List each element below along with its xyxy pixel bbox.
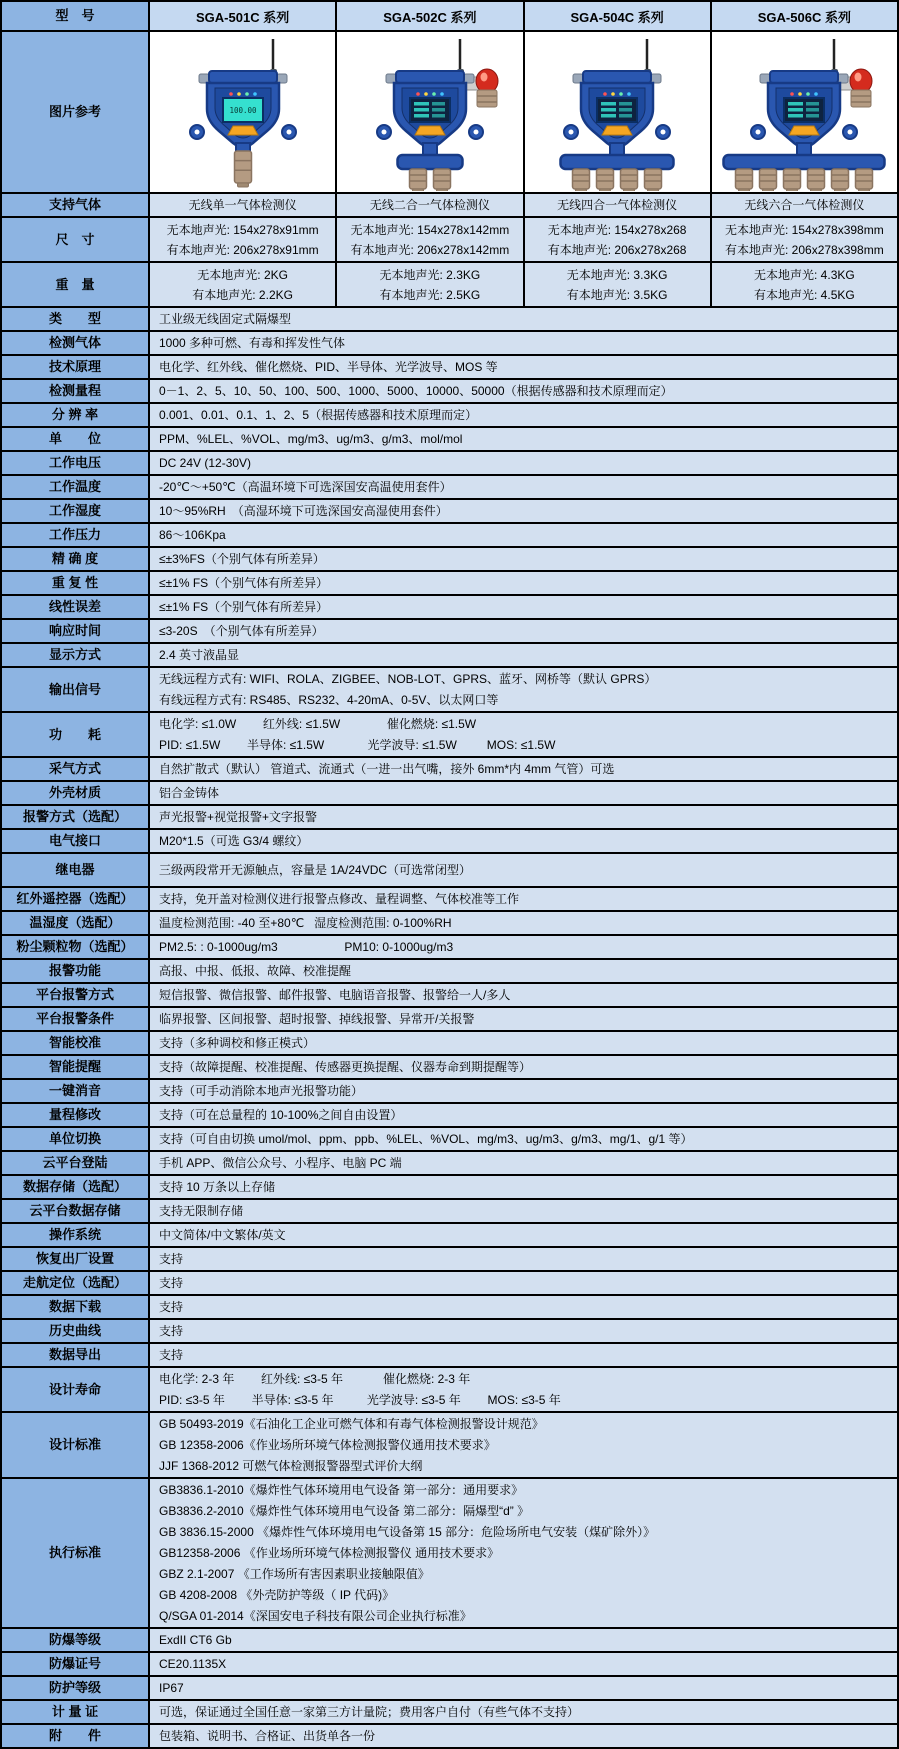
device-image-sga-504c xyxy=(525,32,712,192)
value-line: 包装箱、说明书、合格证、出货单各一份 xyxy=(159,1728,376,1743)
spec-row-label-48: 计 量 证 xyxy=(2,1701,150,1723)
spec-row-47 xyxy=(2,1677,897,1701)
value-line: GB3836.2-2010《爆炸性气体环境用电气设备 第二部分：隔爆型“d” 》 xyxy=(159,1503,530,1518)
dimensions-row xyxy=(2,218,897,263)
value-line: M20*1.5（可选 G3/4 螺纹） xyxy=(159,833,309,848)
spec-row-value-3 xyxy=(150,380,897,402)
value-line: 无本地声光: 4.3KG xyxy=(754,267,855,282)
value-line: 无本地声光: 154x278x398mm xyxy=(725,222,884,237)
spec-row-label-41: 数据导出 xyxy=(2,1344,150,1366)
model-header-1: SGA-502C 系列 xyxy=(337,2,524,30)
model-header-2: SGA-504C 系列 xyxy=(525,2,712,30)
row-label-model: 型 号 xyxy=(2,2,150,30)
value-line: 有本地声光: 2.5KG xyxy=(379,287,481,302)
value-line: -20℃～+50℃（高温环境下可选深国安高温使用套件） xyxy=(159,479,452,494)
spec-row-value-33 xyxy=(150,1152,897,1174)
spec-row-45 xyxy=(2,1629,897,1653)
spec-row-value-0 xyxy=(150,308,897,330)
spec-row-label-17: 采气方式 xyxy=(2,758,150,780)
spec-row-value-34 xyxy=(150,1176,897,1198)
spec-row-43 xyxy=(2,1413,897,1479)
weight-value-3 xyxy=(712,263,897,306)
spec-row-19 xyxy=(2,806,897,830)
value-line: GB 3836.15-2000 《爆炸性气体环境用电气设备第 15 部分：危险场所电气安装（煤矿除外）》 xyxy=(159,1524,656,1539)
spec-row-11 xyxy=(2,572,897,596)
spec-row-10 xyxy=(2,548,897,572)
spec-row-value-38 xyxy=(150,1272,897,1294)
spec-row-label-27: 平台报警条件 xyxy=(2,1008,150,1030)
spec-row-label-4: 分 辨 率 xyxy=(2,404,150,426)
value-line: 0.001、0.01、0.1、1、2、5（根据传感器和技术原理而定） xyxy=(159,407,478,422)
value-line: 支持（可在总量程的 10-100%之间自由设置） xyxy=(159,1107,403,1122)
spec-row-value-27 xyxy=(150,1008,897,1030)
row-label-gas: 支持气体 xyxy=(2,194,150,216)
spec-row-value-20 xyxy=(150,830,897,852)
spec-row-21 xyxy=(2,854,897,888)
spec-row-1 xyxy=(2,332,897,356)
spec-row-label-34: 数据存储（选配） xyxy=(2,1176,150,1198)
spec-row-value-32 xyxy=(150,1128,897,1150)
spec-row-value-1 xyxy=(150,332,897,354)
value-line: ≤±3%FS（个别气体有所差异） xyxy=(159,551,325,566)
value-line: 电化学、红外线、催化燃烧、PID、半导体、光学波导、MOS 等 xyxy=(159,359,498,374)
spec-row-label-25: 报警功能 xyxy=(2,960,150,982)
value-line: 无本地声光: 3.3KG xyxy=(566,267,668,282)
value-line: PID: ≤3-5 年 半导体: ≤3-5 年 光学波导: ≤3-5 年 MOS: ≤3-5 年 xyxy=(159,1392,561,1407)
value-line: GB 12358-2006《作业场所环境气体检测报警仪通用技术要求》 xyxy=(159,1437,496,1452)
spec-row-label-47: 防护等级 xyxy=(2,1677,150,1699)
value-line: 有本地声光: 206x278x398mm xyxy=(725,242,884,257)
value-line: 三级两段常开无源触点，容量是 1A/24VDC（可选常闭型） xyxy=(159,862,472,877)
spec-row-value-46 xyxy=(150,1653,897,1675)
spec-row-22 xyxy=(2,888,897,912)
value-line: Q/SGA 01-2014《深国安电子科技有限公司企业执行标准》 xyxy=(159,1608,472,1623)
spec-row-23 xyxy=(2,912,897,936)
spec-row-label-43: 设计标准 xyxy=(2,1413,150,1477)
spec-row-label-31: 量程修改 xyxy=(2,1104,150,1126)
value-line: IP67 xyxy=(159,1680,184,1695)
svg-text:100.00: 100.00 xyxy=(229,106,257,115)
spec-row-label-8: 工作湿度 xyxy=(2,500,150,522)
value-line: 1000 多种可燃、有毒和挥发性气体 xyxy=(159,335,346,350)
value-line: 声光报警+视觉报警+文字报警 xyxy=(159,809,318,824)
value-line: PID: ≤1.5W 半导体: ≤1.5W 光学波导: ≤1.5W MOS: ≤1.5W xyxy=(159,737,556,752)
spec-row-value-36 xyxy=(150,1224,897,1246)
value-line: 有线远程方式有: RS485、RS232、4-20mA、0-5V、以太网口等 xyxy=(159,692,499,707)
spec-row-39 xyxy=(2,1296,897,1320)
spec-row-18 xyxy=(2,782,897,806)
spec-row-value-47 xyxy=(150,1677,897,1699)
value-line: 支持（可自由切换 umol/mol、ppm、ppb、%LEL、%VOL、mg/m3、ug/m3、g/m3、mg/1、g/1 等） xyxy=(159,1131,693,1146)
spec-row-label-0: 类 型 xyxy=(2,308,150,330)
spec-row-42 xyxy=(2,1368,897,1413)
spec-row-label-32: 单位切换 xyxy=(2,1128,150,1150)
spec-row-label-24: 粉尘颗粒物（选配） xyxy=(2,936,150,958)
dimensions-value-3 xyxy=(712,218,897,261)
spec-row-value-8 xyxy=(150,500,897,522)
spec-row-31 xyxy=(2,1104,897,1128)
spec-row-value-40 xyxy=(150,1320,897,1342)
spec-row-value-23 xyxy=(150,912,897,934)
spec-row-label-39: 数据下载 xyxy=(2,1296,150,1318)
weight-value-0 xyxy=(150,263,337,306)
spec-row-value-2 xyxy=(150,356,897,378)
spec-row-value-19 xyxy=(150,806,897,828)
spec-row-2 xyxy=(2,356,897,380)
spec-row-label-26: 平台报警方式 xyxy=(2,984,150,1006)
value-line: ≤±1% FS（个别气体有所差异） xyxy=(159,575,329,590)
spec-row-label-23: 温湿度（选配） xyxy=(2,912,150,934)
spec-row-label-46: 防爆证号 xyxy=(2,1653,150,1675)
spec-row-value-49 xyxy=(150,1725,897,1747)
spec-row-label-18: 外壳材质 xyxy=(2,782,150,804)
spec-row-label-49: 附 件 xyxy=(2,1725,150,1747)
supported-gas-value-2: 无线四合一气体检测仪 xyxy=(525,194,712,216)
model-header-row xyxy=(2,2,897,32)
value-line: 温度检测范围: -40 至+80℃ 湿度检测范围: 0-100%RH xyxy=(159,915,452,930)
spec-row-label-28: 智能校准 xyxy=(2,1032,150,1054)
supported-gas-value-1: 无线二合一气体检测仪 xyxy=(337,194,524,216)
spec-row-value-39 xyxy=(150,1296,897,1318)
spec-row-28 xyxy=(2,1032,897,1056)
value-line: 无本地声光: 154x278x91mm xyxy=(166,222,319,237)
value-line: 无本地声光: 2.3KG xyxy=(379,267,481,282)
spec-row-5 xyxy=(2,428,897,452)
spec-row-label-1: 检测气体 xyxy=(2,332,150,354)
spec-row-value-48 xyxy=(150,1701,897,1723)
value-line: 支持 xyxy=(159,1323,184,1338)
spec-row-13 xyxy=(2,620,897,644)
device-image-sga-502c xyxy=(337,32,524,192)
spec-row-label-21: 继电器 xyxy=(2,854,150,886)
spec-row-value-18 xyxy=(150,782,897,804)
value-line: 支持 xyxy=(159,1275,184,1290)
spec-row-label-42: 设计寿命 xyxy=(2,1368,150,1411)
spec-row-48 xyxy=(2,1701,897,1725)
row-label-size: 尺 寸 xyxy=(2,218,150,261)
value-line: 支持 xyxy=(159,1299,184,1314)
value-line: 无线远程方式有: WIFI、ROLA、ZIGBEE、NOB-LOT、GPRS、蓝牙、网桥等（默认 GPRS） xyxy=(159,671,657,686)
value-line: 有本地声光: 206x278x268 xyxy=(547,242,687,257)
value-line: 支持 xyxy=(159,1251,184,1266)
spec-row-16 xyxy=(2,713,897,758)
spec-row-value-44 xyxy=(150,1479,897,1627)
value-line: 自然扩散式（默认） 管道式、流通式（一进一出气嘴，接外 6mm*内 4mm 气管）可选 xyxy=(159,761,615,776)
spec-row-value-21 xyxy=(150,854,897,886)
spec-row-6 xyxy=(2,452,897,476)
value-line: 支持 xyxy=(159,1347,184,1362)
dimensions-value-1 xyxy=(337,218,524,261)
spec-row-label-9: 工作压力 xyxy=(2,524,150,546)
spec-row-label-14: 显示方式 xyxy=(2,644,150,666)
value-line: 支持，免开盖对检测仪进行报警点修改、量程调整、气体校准等工作 xyxy=(159,891,520,906)
spec-row-17 xyxy=(2,758,897,782)
spec-row-label-35: 云平台数据存储 xyxy=(2,1200,150,1222)
spec-row-value-26 xyxy=(150,984,897,1006)
spec-row-value-6 xyxy=(150,452,897,474)
spec-row-value-4 xyxy=(150,404,897,426)
value-line: 短信报警、微信报警、邮件报警、电脑语音报警、报警给一人/多人 xyxy=(159,987,511,1002)
spec-row-4 xyxy=(2,404,897,428)
spec-row-value-13 xyxy=(150,620,897,642)
value-line: GBZ 2.1-2007 《工作场所有害因素职业接触限值》 xyxy=(159,1566,430,1581)
device-image-sga-506c xyxy=(712,32,897,192)
value-line: GB 50493-2019《石油化工企业可燃气体和有毒气体检测报警设计规范》 xyxy=(159,1416,544,1431)
spec-row-15 xyxy=(2,668,897,713)
spec-row-38 xyxy=(2,1272,897,1296)
spec-row-9 xyxy=(2,524,897,548)
spec-row-value-7 xyxy=(150,476,897,498)
model-header-0: SGA-501C 系列 xyxy=(150,2,337,30)
spec-row-12 xyxy=(2,596,897,620)
value-line: 铝合金铸体 xyxy=(159,785,220,800)
spec-row-24 xyxy=(2,936,897,960)
spec-row-label-22: 红外遥控器（选配） xyxy=(2,888,150,910)
spec-row-label-44: 执行标准 xyxy=(2,1479,150,1627)
spec-row-26 xyxy=(2,984,897,1008)
value-line: 86～106Kpa xyxy=(159,527,226,542)
dimensions-value-2 xyxy=(525,218,712,261)
value-line: ExdII CT6 Gb xyxy=(159,1632,232,1647)
spec-row-label-13: 响应时间 xyxy=(2,620,150,642)
value-line: 支持 10 万条以上存储 xyxy=(159,1179,276,1194)
value-line: GB12358-2006 《作业场所环境气体检测报警仪 通用技术要求》 xyxy=(159,1545,500,1560)
spec-row-label-36: 操作系统 xyxy=(2,1224,150,1246)
value-line: ≤±1% FS（个别气体有所差异） xyxy=(159,599,329,614)
model-header-3: SGA-506C 系列 xyxy=(712,2,897,30)
value-line: CE20.1135X xyxy=(159,1656,227,1671)
image-row xyxy=(2,32,897,194)
spec-row-label-15: 输出信号 xyxy=(2,668,150,711)
value-line: 电化学: ≤1.0W 红外线: ≤1.5W 催化燃烧: ≤1.5W xyxy=(159,716,477,731)
spec-row-value-24 xyxy=(150,936,897,958)
value-line: 中文简体/中文繁体/英文 xyxy=(159,1227,286,1242)
value-line: 有本地声光: 206x278x142mm xyxy=(350,242,510,257)
spec-row-34 xyxy=(2,1176,897,1200)
spec-row-value-9 xyxy=(150,524,897,546)
spec-row-label-19: 报警方式（选配） xyxy=(2,806,150,828)
spec-row-label-10: 精 确 度 xyxy=(2,548,150,570)
spec-row-label-33: 云平台登陆 xyxy=(2,1152,150,1174)
spec-row-value-37 xyxy=(150,1248,897,1270)
spec-row-value-15 xyxy=(150,668,897,711)
spec-row-value-22 xyxy=(150,888,897,910)
spec-row-3 xyxy=(2,380,897,404)
value-line: JJF 1368-2012 可燃气体检测报警器型式评价大纲 xyxy=(159,1458,423,1473)
spec-row-value-30 xyxy=(150,1080,897,1102)
spec-row-value-11 xyxy=(150,572,897,594)
spec-row-value-12 xyxy=(150,596,897,618)
value-line: 有本地声光: 2.2KG xyxy=(192,287,293,302)
spec-row-label-5: 单 位 xyxy=(2,428,150,450)
spec-row-36 xyxy=(2,1224,897,1248)
spec-row-value-17 xyxy=(150,758,897,780)
value-line: 可选，保证通过全国任意一家第三方计量院；费用客户自付（有些气体不支持） xyxy=(159,1704,580,1719)
spec-row-label-38: 走航定位（选配） xyxy=(2,1272,150,1294)
spec-row-label-37: 恢复出厂设置 xyxy=(2,1248,150,1270)
spec-row-value-35 xyxy=(150,1200,897,1222)
spec-row-label-40: 历史曲线 xyxy=(2,1320,150,1342)
value-line: PM2.5: : 0-1000ug/m3 PM10: 0-1000ug/m3 xyxy=(159,939,454,954)
spec-row-27 xyxy=(2,1008,897,1032)
spec-row-value-42 xyxy=(150,1368,897,1411)
spec-row-label-6: 工作电压 xyxy=(2,452,150,474)
spec-row-30 xyxy=(2,1080,897,1104)
spec-row-46 xyxy=(2,1653,897,1677)
value-line: 无本地声光: 154x278x142mm xyxy=(350,222,510,237)
spec-row-41 xyxy=(2,1344,897,1368)
spec-row-29 xyxy=(2,1056,897,1080)
spec-row-33 xyxy=(2,1152,897,1176)
spec-row-label-2: 技术原理 xyxy=(2,356,150,378)
spec-row-label-11: 重 复 性 xyxy=(2,572,150,594)
spec-row-value-10 xyxy=(150,548,897,570)
spec-row-7 xyxy=(2,476,897,500)
value-line: 2.4 英寸液晶显 xyxy=(159,647,240,662)
spec-row-value-14 xyxy=(150,644,897,666)
spec-row-44 xyxy=(2,1479,897,1629)
value-line: 支持（多种调校和修正模式） xyxy=(159,1035,316,1050)
value-line: 临界报警、区间报警、超时报警、掉线报警、异常开/关报警 xyxy=(159,1011,475,1026)
spec-row-value-31 xyxy=(150,1104,897,1126)
supported-gas-value-3: 无线六合一气体检测仪 xyxy=(712,194,897,216)
spec-row-label-3: 检测量程 xyxy=(2,380,150,402)
row-label-weight: 重 量 xyxy=(2,263,150,306)
spec-row-value-29 xyxy=(150,1056,897,1078)
spec-row-49 xyxy=(2,1725,897,1747)
value-line: 有本地声光: 4.5KG xyxy=(754,287,855,302)
spec-row-25 xyxy=(2,960,897,984)
value-line: 工业级无线固定式隔爆型 xyxy=(159,311,292,326)
supported-gas-row xyxy=(2,194,897,218)
spec-row-0 xyxy=(2,308,897,332)
spec-row-20 xyxy=(2,830,897,854)
row-label-image: 图片参考 xyxy=(2,32,150,192)
device-image-sga-501c xyxy=(150,32,337,192)
spec-row-40 xyxy=(2,1320,897,1344)
value-line: GB3836.1-2010《爆炸性气体环境用电气设备 第一部分：通用要求》 xyxy=(159,1482,524,1497)
value-line: 有本地声光: 206x278x91mm xyxy=(166,242,319,257)
value-line: ≤3-20S （个别气体有所差异） xyxy=(159,623,324,638)
weight-row xyxy=(2,263,897,308)
value-line: 高报、中报、低报、故障、校准提醒 xyxy=(159,963,352,978)
spec-row-label-20: 电气接口 xyxy=(2,830,150,852)
value-line: 电化学: 2-3 年 红外线: ≤3-5 年 催化燃烧: 2-3 年 xyxy=(159,1371,471,1386)
spec-row-value-41 xyxy=(150,1344,897,1366)
spec-row-value-5 xyxy=(150,428,897,450)
value-line: 支持（可手动消除本地声光报警功能） xyxy=(159,1083,364,1098)
value-line: PPM、%LEL、%VOL、mg/m3、ug/m3、g/m3、mol/mol xyxy=(159,431,463,446)
spec-row-37 xyxy=(2,1248,897,1272)
value-line: 10～95%RH （高湿环境下可选深国安高湿使用套件） xyxy=(159,503,448,518)
spec-row-value-28 xyxy=(150,1032,897,1054)
value-line: 支持（故障提醒、校准提醒、传感器更换提醒、仪器寿命到期提醒等） xyxy=(159,1059,532,1074)
spec-row-value-43 xyxy=(150,1413,897,1477)
spec-row-label-7: 工作温度 xyxy=(2,476,150,498)
value-line: 无本地声光: 2KG xyxy=(197,267,288,282)
spec-row-32 xyxy=(2,1128,897,1152)
spec-row-value-45 xyxy=(150,1629,897,1651)
value-line: GB 4208-2008 《外壳防护等级（ IP 代码)》 xyxy=(159,1587,395,1602)
spec-row-label-16: 功 耗 xyxy=(2,713,150,756)
spec-row-label-30: 一键消音 xyxy=(2,1080,150,1102)
value-line: 手机 APP、微信公众号、小程序、电脑 PC 端 xyxy=(159,1155,402,1170)
spec-row-8 xyxy=(2,500,897,524)
value-line: DC 24V (12-30V) xyxy=(159,455,252,470)
value-line: 有本地声光: 3.5KG xyxy=(566,287,668,302)
weight-value-1 xyxy=(337,263,524,306)
spec-row-14 xyxy=(2,644,897,668)
spec-row-label-12: 线性误差 xyxy=(2,596,150,618)
spec-row-label-45: 防爆等级 xyxy=(2,1629,150,1651)
supported-gas-value-0: 无线单一气体检测仪 xyxy=(150,194,337,216)
value-line: 0－1、2、5、10、50、100、500、1000、5000、10000、50000（根据传感器和技术原理而定） xyxy=(159,383,673,398)
spec-row-value-25 xyxy=(150,960,897,982)
value-line: 无本地声光: 154x278x268 xyxy=(547,222,687,237)
weight-value-2 xyxy=(525,263,712,306)
spec-row-35 xyxy=(2,1200,897,1224)
spec-row-label-29: 智能提醒 xyxy=(2,1056,150,1078)
dimensions-value-0 xyxy=(150,218,337,261)
value-line: 支持无限制存储 xyxy=(159,1203,244,1218)
spec-row-value-16 xyxy=(150,713,897,756)
